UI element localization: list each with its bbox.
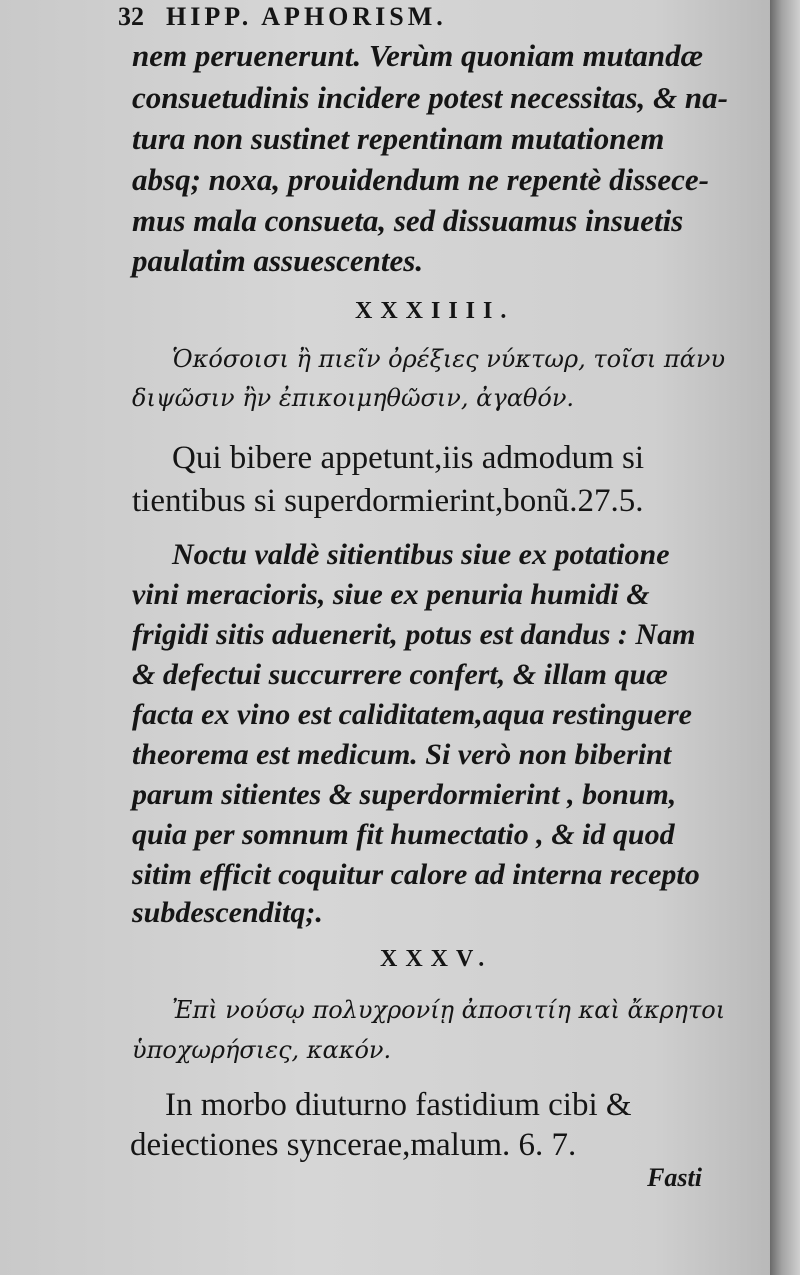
text-line: mus mala consueta, sed dissuamus insuetis (132, 203, 684, 238)
greek-text-line: διψῶσιν ἢν ἐπικοιμηθῶσιν, ἀγαθόν. (132, 384, 575, 412)
commentary-line: frigidi sitis aduenerit, potus est dandus : Nam (132, 618, 696, 651)
commentary-line: parum sitientes & superdormierint , bonum, (132, 778, 677, 811)
section-numeral: XXXV. (380, 946, 493, 972)
text-line: tura non sustinet repentinam mutationem (132, 121, 665, 156)
commentary-line: quia per somnum fit humectatio , & id quod (132, 818, 675, 851)
latin-translation-line: Qui bibere appetunt,iis admodum si (172, 440, 645, 476)
text-line: paulatim assuescentes. (132, 243, 424, 278)
latin-translation-line: tientibus si superdormierint,bonũ.27.5. (132, 483, 644, 519)
greek-text-line: ὑποχωρήσιες, κακόν. (132, 1036, 392, 1064)
text-line: consuetudinis incidere potest necessitas, & na- (132, 80, 728, 115)
latin-translation-line: In morbo diuturno fastidium cibi & (165, 1087, 632, 1123)
commentary-line: vini meracioris, siue ex penuria humidi & (132, 578, 650, 611)
catchword: Fasti (647, 1163, 702, 1192)
text-line: nem peruenerunt. Verùm quoniam mutandæ (132, 38, 704, 73)
greek-text-line: Ὁκόσοισι ἢ πιεῖν ὀρέξιες νύκτωρ, τοῖσι πάνυ (172, 345, 726, 373)
commentary-line: theorema est medicum. Si verò non biberint (132, 738, 672, 771)
commentary-line: subdescenditq;. (132, 896, 323, 929)
latin-translation-line: deiectiones syncerae,malum. 6. 7. (130, 1127, 577, 1163)
book-gutter-shadow (770, 0, 800, 1275)
text-line: absq; noxa, prouidendum ne repentè dissece- (132, 162, 709, 197)
running-title: HIPP. APHORISM. (166, 2, 447, 31)
commentary-line: & defectui succurrere confert, & illam quæ (132, 658, 668, 691)
greek-text-line: Ἐπὶ νούσῳ πολυχρονίῃ ἀποσιτίη καὶ ἄκρητοι (172, 996, 726, 1024)
section-numeral: XXXIIII. (355, 298, 515, 324)
running-header (118, 2, 447, 32)
commentary-line: sitim efficit coquitur calore ad interna recepto (132, 858, 700, 891)
page-number: 32 (118, 2, 144, 31)
commentary-line: facta ex vino est caliditatem,aqua restinguere (132, 698, 692, 731)
commentary-line: Noctu valdè sitientibus siue ex potatione (172, 538, 670, 571)
